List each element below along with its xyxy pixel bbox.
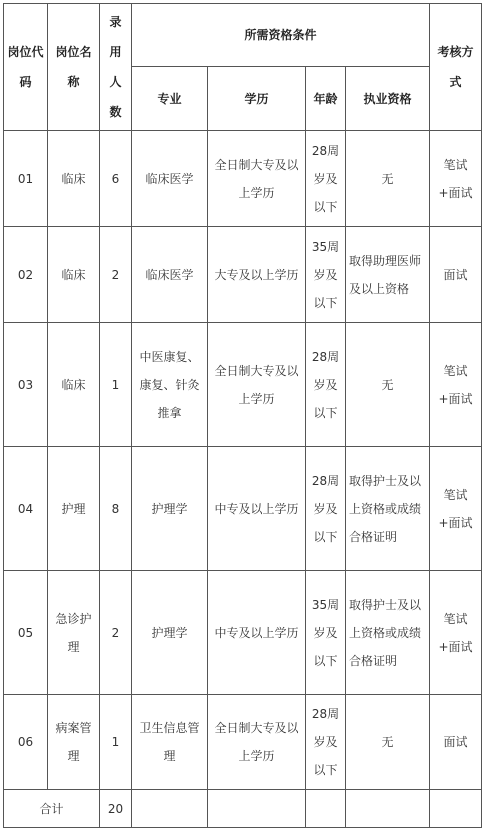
cell-major: 临床医学 [132,131,208,227]
cell-license: 取得助理医师及以上资格 [346,227,430,323]
empty-cell [306,790,346,828]
cell-age: 35周岁及以下 [306,571,346,695]
total-row [4,790,482,828]
cell-count: 8 [100,447,132,571]
cell-major: 护理学 [132,571,208,695]
header-requirements: 所需资格条件 [132,4,430,67]
cell-license: 无 [346,323,430,447]
table-row [4,571,482,695]
cell-code: 04 [4,447,48,571]
cell-major: 临床医学 [132,227,208,323]
cell-license: 无 [346,131,430,227]
header-license: 执业资格 [346,67,430,131]
header-count-char: 用 [109,45,122,59]
table-row [4,323,482,447]
header-count [100,4,132,131]
cell-name: 急诊护理 [48,571,100,695]
cell-exam: 面试 [430,227,482,323]
total-label: 合计 [4,790,100,828]
cell-code: 03 [4,323,48,447]
header-code: 岗位代码 [4,4,48,131]
cell-license: 取得护士及以上资格或成绩合格证明 [346,571,430,695]
cell-count: 2 [100,571,132,695]
cell-count: 1 [100,323,132,447]
empty-cell [430,790,482,828]
cell-code: 01 [4,131,48,227]
cell-education: 全日制大专及以上学历 [208,131,306,227]
header-name: 岗位名称 [48,4,100,131]
cell-education: 中专及以上学历 [208,447,306,571]
header-exam: 考核方式 [430,4,482,131]
header-row-1 [4,4,482,67]
table-row [4,447,482,571]
cell-education: 全日制大专及以上学历 [208,695,306,790]
cell-count: 1 [100,695,132,790]
cell-age: 28周岁及以下 [306,695,346,790]
cell-age: 28周岁及以下 [306,447,346,571]
cell-name: 临床 [48,323,100,447]
header-age: 年龄 [306,67,346,131]
cell-code: 06 [4,695,48,790]
cell-license: 取得护士及以上资格或成绩合格证明 [346,447,430,571]
cell-name: 护理 [48,447,100,571]
empty-cell [132,790,208,828]
cell-exam: 笔试+面试 [430,571,482,695]
cell-name: 临床 [48,131,100,227]
cell-exam: 面试 [430,695,482,790]
cell-license: 无 [346,695,430,790]
cell-name: 临床 [48,227,100,323]
header-count-char: 人 [109,75,122,89]
header-education: 学历 [208,67,306,131]
empty-cell [208,790,306,828]
cell-count: 6 [100,131,132,227]
table-row [4,227,482,323]
cell-major: 护理学 [132,447,208,571]
cell-code: 02 [4,227,48,323]
cell-age: 28周岁及以下 [306,323,346,447]
header-count-char: 数 [109,105,122,119]
cell-count: 2 [100,227,132,323]
table-row [4,695,482,790]
cell-name: 病案管理 [48,695,100,790]
cell-major: 卫生信息管理 [132,695,208,790]
header-major: 专业 [132,67,208,131]
table-row [4,131,482,227]
cell-age: 35周岁及以下 [306,227,346,323]
empty-cell [346,790,430,828]
cell-age: 28周岁及以下 [306,131,346,227]
header-count-char: 录 [109,15,122,29]
cell-major: 中医康复、康复、针灸推拿 [132,323,208,447]
cell-exam: 笔试+面试 [430,323,482,447]
cell-education: 大专及以上学历 [208,227,306,323]
cell-education: 中专及以上学历 [208,571,306,695]
total-count: 20 [100,790,132,828]
cell-exam: 笔试+面试 [430,447,482,571]
cell-exam: 笔试+面试 [430,131,482,227]
recruitment-table [3,3,482,828]
cell-code: 05 [4,571,48,695]
cell-education: 全日制大专及以上学历 [208,323,306,447]
